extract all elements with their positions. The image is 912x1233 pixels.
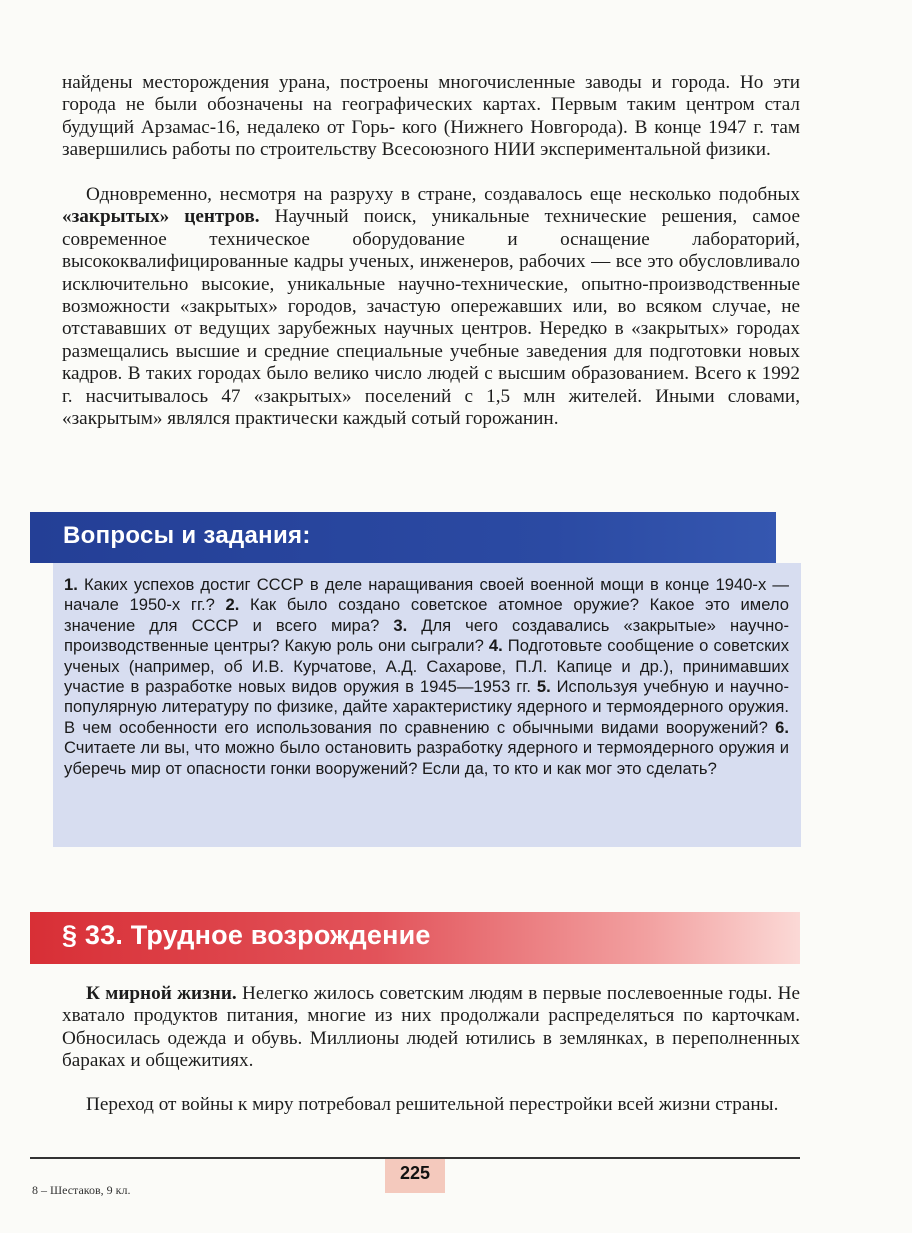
questions-header xyxy=(30,512,776,563)
paragraph-transition xyxy=(62,1094,800,1116)
page-number: 225 xyxy=(399,1163,431,1183)
question-number: 2. xyxy=(225,595,240,615)
paragraph-closed-centers xyxy=(62,184,800,430)
question-text: Подготовьте сообщение о советских ученых (например, об И.В. Курчатове, А.Д. Сахарове, П.Л. Капице и др.), принимавших участие в разработке новых видов оружия в 1945—1953 гг. xyxy=(64,636,789,697)
p1-line4: кого (Нижнего Новгорода). В конце 1947 г. там завершились работы xyxy=(62,116,801,161)
question-number: 5. xyxy=(536,677,551,697)
subheading-peaceful-life: К мирной жизни. xyxy=(86,983,237,1004)
paragraph-peaceful-life xyxy=(62,983,800,1073)
p3-text: Нелегко жилось советским людям в первые послевоенные годы. Не хватало продуктов питания, многие из них продолжали распределяться по карточкам. Обносилась одежда и обувь. Миллионы людей ютились в землянках, в переполненных бараках и общежитиях. xyxy=(62,983,800,1072)
section-header xyxy=(30,912,800,964)
questions-list xyxy=(64,575,789,779)
question-number: 6. xyxy=(775,717,789,737)
closed-centers-term: «закрытых» центров. xyxy=(62,206,260,228)
section-title: § 33. Трудное возрождение xyxy=(62,920,431,950)
questions-title: Вопросы и задания: xyxy=(63,522,311,549)
print-signature: 8 – Шестаков, 9 кл. xyxy=(32,1183,131,1197)
question-number: 4. xyxy=(488,636,503,656)
p1-line1: найдены месторождения урана, построены многочисленные заводы и xyxy=(62,72,662,93)
question-text: Каких успехов достиг СССР в деле наращивания своей военной мощи в конце 1940-х — начале 1950-х гг.? xyxy=(64,575,789,615)
question-number: 3. xyxy=(393,615,408,635)
p1-line2: города. Но эти города не были обозначены на географических картах. xyxy=(62,72,800,116)
p4-text: Переход от войны к миру потребовал решительной перестройки всей жизни страны. xyxy=(86,1094,779,1115)
question-text: Считаете ли вы, что можно было остановить разработку ядерного и термоядерного оружия и уберечь мир от опасности гонки вооружений? Если да, то кто и как мог это сделать? xyxy=(64,738,789,778)
p2-after-bold: Научный поиск, уникальные технические решения, самое современное техническое оборудование и оснащение лабораторий, высококвалифицированные кадры ученых, инженеров, рабочих — все это обусловливало исключительно высокие, уникальные научно-технические, опытно-производственные возможности «закрытых» городов, зачастую опережавших или, во всяком случае, не отстававших от ведущих зарубежных научных центров. Нередко в «закрытых» городах размещались высшие и средние специальные учебные заведения для подготовки новых кадров. В таких городах было велико число людей с высшим образованием. Всего к 1992 г. насчитывалось 47 «закрытых» поселений с 1,5 млн жителей. Иными словами, «закрытым» являлся практически каждый сотый горожанин. xyxy=(62,206,801,430)
question-text: Используя учебную и научно-популярную литературу по физике, дайте характеристику ядерного и термоядерного оружия. В чем особенности его использования по сравнению с обычными видами вооружений? xyxy=(64,677,789,737)
page-number-box xyxy=(385,1159,445,1193)
paragraph-uranium-cities xyxy=(62,72,800,162)
p2-before-bold: Одновременно, несмотря на разруху в стране, создавалось еще несколько подобных xyxy=(86,184,800,205)
p1-line3: Первым таким центром стал будущий Арзамас-16, недалеко от Горь- xyxy=(62,94,800,138)
question-number: 1. xyxy=(64,575,78,594)
p1-line5: по строительству Всесоюзного НИИ экспериментальной физики. xyxy=(235,139,771,161)
question-text: Для чего создавались «закрытые» научно-производственные центры? Какую роль они сыграли? xyxy=(64,615,790,656)
question-text: Как было создано советское атомное оружие? Какое это имело значение для СССР и всего мира? xyxy=(64,595,789,635)
